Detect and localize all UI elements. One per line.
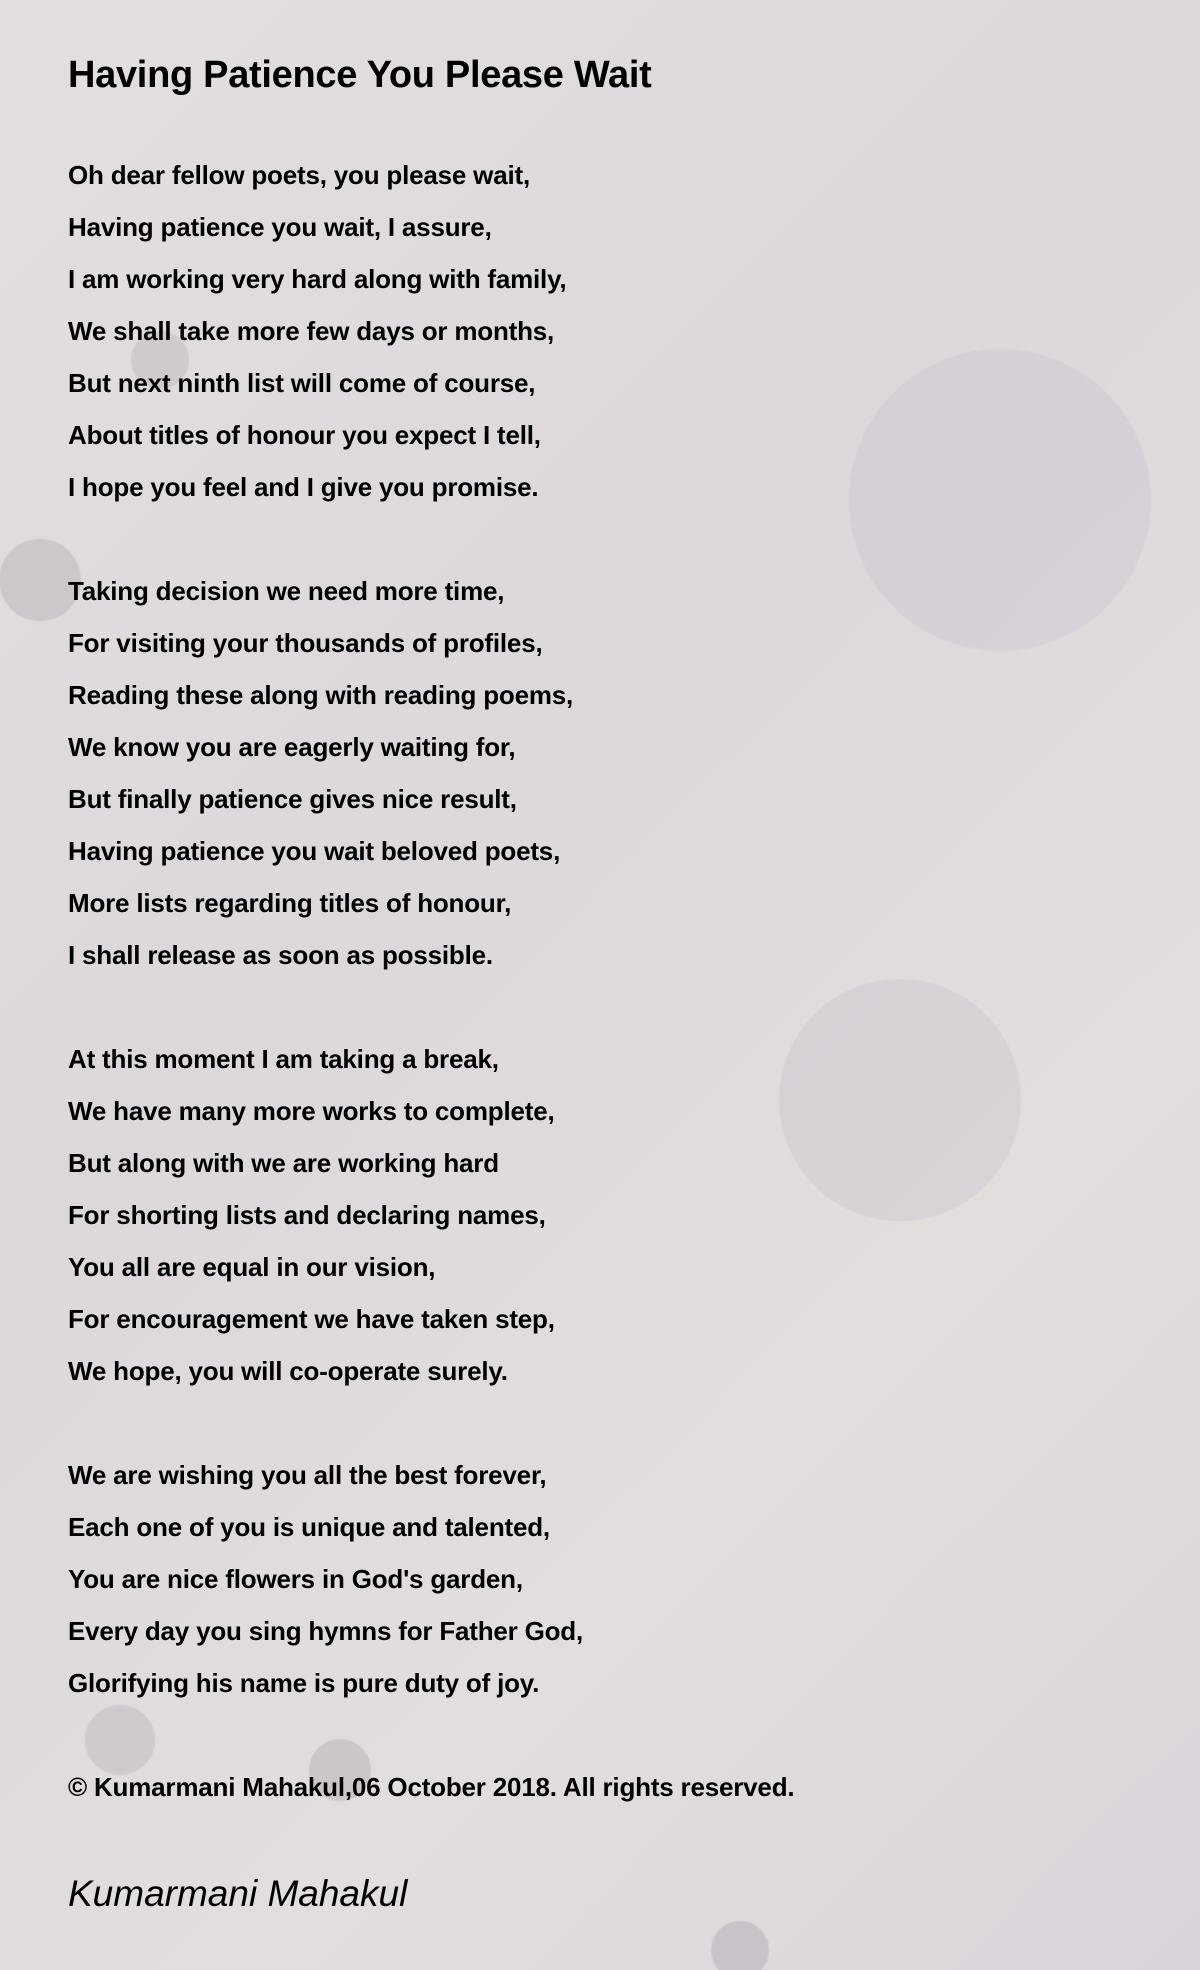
- author-signature: Kumarmani Mahakul: [68, 1873, 408, 1914]
- poem-line: At this moment I am taking a break,: [68, 1044, 499, 1074]
- poem-line: Having patience you wait beloved poets,: [68, 836, 561, 866]
- poem-line: Having patience you wait, I assure,: [68, 212, 492, 242]
- poem-line: But next ninth list will come of course,: [68, 368, 536, 398]
- poem-line: Every day you sing hymns for Father God,: [68, 1616, 584, 1646]
- poem-page: [68, 50, 1168, 1813]
- poem-line: Glorifying his name is pure duty of joy.: [68, 1668, 540, 1698]
- poem-line: You all are equal in our vision,: [68, 1252, 436, 1282]
- stanza: [68, 565, 1168, 981]
- poem-line: But finally patience gives nice result,: [68, 784, 517, 814]
- poem-line: We are wishing you all the best forever,: [68, 1460, 547, 1490]
- poem-body: [68, 149, 1168, 1709]
- poem-line: For encouragement we have taken step,: [68, 1304, 555, 1334]
- stanza: [68, 1449, 1168, 1709]
- poem-line: About titles of honour you expect I tell,: [68, 420, 541, 450]
- poem-line: You are nice flowers in God's garden,: [68, 1564, 523, 1594]
- poem-line: Reading these along with reading poems,: [68, 680, 574, 710]
- poem-line: We have many more works to complete,: [68, 1096, 555, 1126]
- poem-line: Each one of you is unique and talented,: [68, 1512, 550, 1542]
- stanza: [68, 1033, 1168, 1397]
- poem-line: More lists regarding titles of honour,: [68, 888, 512, 918]
- poem-line: We know you are eagerly waiting for,: [68, 732, 516, 762]
- poem-line: Oh dear fellow poets, you please wait,: [68, 160, 530, 190]
- poem-line: I hope you feel and I give you promise.: [68, 472, 539, 502]
- poem-line: But along with we are working hard: [68, 1148, 499, 1178]
- poem-line: For shorting lists and declaring names,: [68, 1200, 546, 1230]
- copyright-notice: © Kumarmani Mahakul,06 October 2018. All rights reserved.: [68, 1772, 795, 1802]
- stanza: [68, 149, 1168, 513]
- poem-line: Taking decision we need more time,: [68, 576, 505, 606]
- poem-line: For visiting your thousands of profiles,: [68, 628, 543, 658]
- poem-title: Having Patience You Please Wait: [68, 54, 652, 96]
- poem-line: We hope, you will co-operate surely.: [68, 1356, 508, 1386]
- poem-line: I shall release as soon as possible.: [68, 940, 493, 970]
- poem-line: I am working very hard along with family,: [68, 264, 567, 294]
- poem-line: We shall take more few days or months,: [68, 316, 555, 346]
